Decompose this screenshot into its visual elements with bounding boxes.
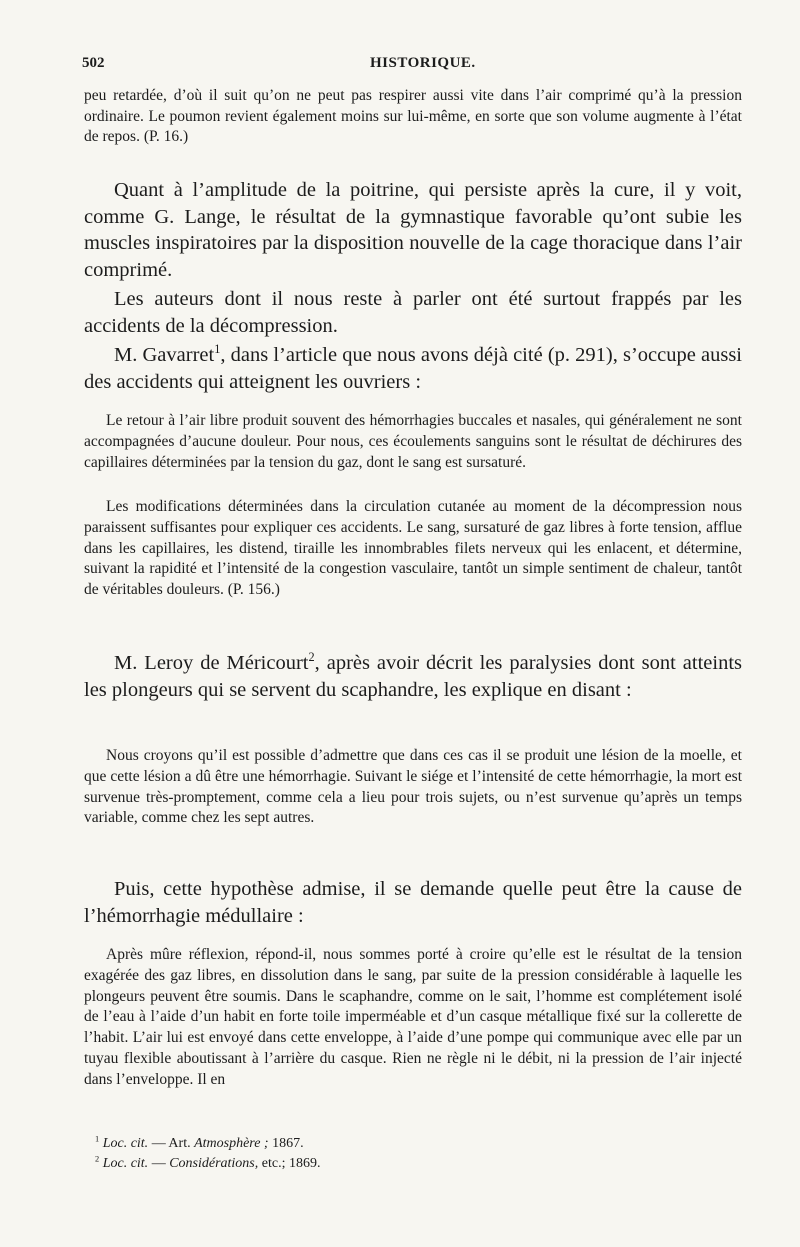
quote-gavarret-2 (84, 497, 742, 601)
quote-leroy-2 (84, 945, 742, 1091)
author-name: M. Leroy de Méricourt (114, 652, 309, 674)
footnote-year: etc.; 1869. (258, 1156, 321, 1171)
paragraph-hypothesis (84, 876, 742, 929)
quote-gavarret-1 (84, 411, 742, 473)
paragraph-leroy (84, 650, 742, 703)
paragraph-text: Les auteurs dont il nous reste à parler ont été surtout frappés par les accidents de la décompression. (84, 288, 742, 337)
quote-leroy-1 (84, 746, 742, 829)
footnote-separator: — (148, 1156, 170, 1171)
running-header (82, 55, 742, 77)
footnote-year: 1867. (268, 1136, 304, 1151)
paragraph-text: , dans l’article que nous avons déjà cité (p. 291), s’occupe aussi des accidents qui atteignent les ouvriers : (84, 344, 742, 393)
page-number: 502 (82, 55, 105, 71)
footnote-number: 1 (95, 1134, 100, 1144)
paragraph-text: peu retardée, d’où il suit qu’on ne peut pas respirer aussi vite dans l’air comprimé qu’à la pression ordinaire. Le poumon revient également moins sur lui-même, en sorte que son volume augmente à l’état de repos. (P. 16.) (84, 87, 742, 146)
footnote-citation: Loc. cit. (102, 1136, 149, 1151)
paragraph-gavarret (84, 342, 742, 395)
author-name: M. Gavarret (114, 344, 215, 366)
quote-text: Nous croyons qu’il est possible d’admettre que dans ces cas il se produit une lésion de la moelle, et que cette lésion a dû être une hémorrhagie. Suivant le siége et l’intensité de cette hémorrhagie, la mort est survenue très-promptement, comme cela a lieu pour trois sujets, ou n’est survenue qu’après un temps variable, comme chez les sept autres. (84, 747, 742, 827)
footnote-citation: Loc. cit. (102, 1156, 149, 1171)
continuation-paragraph (84, 86, 742, 148)
footnote-1 (95, 1135, 695, 1153)
paragraph-text: , après avoir décrit les paralysies dont sont atteints les plongeurs qui se servent du scaphandre, les explique en disant : (84, 652, 742, 701)
paragraph-chest-amplitude (84, 177, 742, 283)
paragraph-text: Quant à l’amplitude de la poitrine, qui persiste après la cure, il y voit, comme G. Lange, le résultat de la gymnastique favorable qu’ont subie les muscles inspiratoires par la disposition nouvelle de la cage thoracique dans l’air comprimé. (84, 179, 742, 281)
paragraph-authors (84, 286, 742, 339)
footnote-2 (95, 1155, 695, 1173)
quote-text: Après mûre réflexion, répond-il, nous sommes porté à croire qu’elle est le résultat de la tension exagérée des gaz libres, en dissolution dans le sang, par suite de la pression considérable à laquelle les plongeurs peuvent être soumis. Dans le scaphandre, comme on le sait, l’homme est complétement isolé de l’eau à l’aide d’un habit en forte toile imperméable et d’un casque métallique fixé sur la collerette de l’habit. L’air lui est envoyé dans cette enveloppe, à l’aide d’une pompe qui communique avec elle par un tuyau flexible aboutissant à l’arrière du casque. Rien ne règle ni le débit, ni la pression de l’air injecté dans l’enveloppe. Il en (84, 946, 742, 1088)
quote-text: Les modifications déterminées dans la circulation cutanée au moment de la décompression nous paraissent suffisantes pour expliquer ces accidents. Le sang, sursaturé de gaz libres à forte tension, afflue dans les capillaires, les distend, tiraille les innombrables filets nerveux qui les enlacent, et détermine, suivant la rapidité et l’intensité de la congestion vasculaire, tantôt un simple sentiment de chaleur, tantôt de véritables douleurs. (P. 156.) (84, 498, 742, 599)
footnote-number: 2 (95, 1154, 100, 1164)
footnote-separator: — Art. (148, 1136, 195, 1151)
footnote-ref: 1 (214, 342, 221, 357)
paragraph-text: Puis, cette hypothèse admise, il se demande quelle peut être la cause de l’hémorrhagie médullaire : (84, 878, 742, 927)
footnote-work: Atmosphère ; (194, 1136, 269, 1151)
footnote-ref: 2 (308, 650, 315, 665)
running-title: HISTORIQUE. (370, 55, 476, 71)
footnote-work: Considérations, (169, 1156, 259, 1171)
quote-text: Le retour à l’air libre produit souvent des hémorrhagies buccales et nasales, qui généralement ne sont accompagnées d’aucune douleur. Pour nous, ces écoulements sanguins sont le résultat de déchirures des capillaires déterminées par la tension du gaz, dont le sang est sursaturé. (84, 412, 742, 471)
